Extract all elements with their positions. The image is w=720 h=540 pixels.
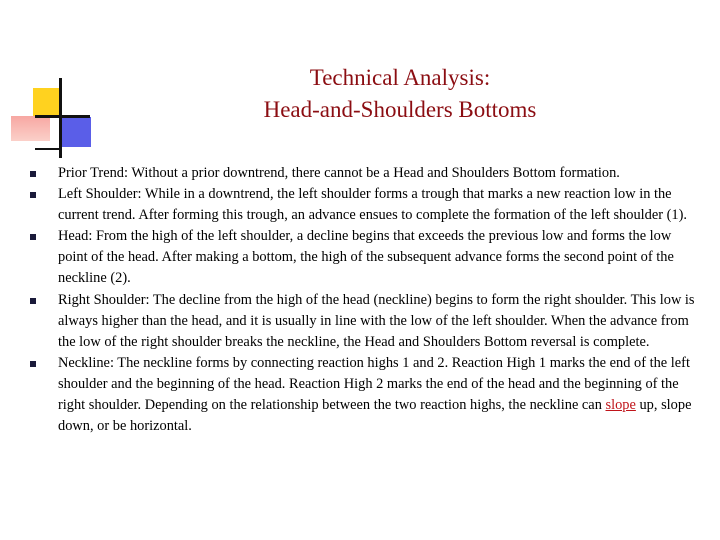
bullet-text: : While in a downtrend, the left shoulder forms a trough that marks a new reaction low in the current trend. After forming this trough, an advance ensues to complete the formation of the left shoulder (1). [58,186,687,224]
bullet-list [28,163,698,437]
bullet-text: : The decline from the high of the head (neckline) begins to form the right shoulder. This low is always higher than the head, and it is usually in line with the low of the left shoulder. When the advance from the low of the right shoulder breaks the neckline, the Head and Shoulders Bottom reversal is complete. [58,291,695,350]
corner-decoration-yellow-square [33,88,61,116]
bullet-item-head [28,226,698,289]
bullet-term: Prior Trend [58,165,124,181]
slide-title-line-1: Technical Analysis: [309,65,491,90]
square-bullet-icon [30,234,36,240]
bullet-item-prior-trend [28,163,698,184]
corner-decoration-pink-block [11,116,50,141]
corner-decoration-horizontal-line [35,115,90,118]
slide-title-line-2: Head-and-Shoulders Bottoms [263,97,537,122]
slide-title [160,62,640,126]
corner-decoration-short-line [35,148,60,150]
slope-link[interactable]: slope [605,397,636,414]
square-bullet-icon [30,298,36,304]
bullet-text: : The neckline forms by connecting reaction highs 1 and 2. Reaction High 1 marks the end of the left shoulder and the beginning of the head. Reaction High 2 marks the end of the head and the beginning of the right shoulder. Depending on the relationship between the two reaction highs, the neckline can [58,354,690,414]
bullet-term: Right Shoulder [58,291,146,308]
bullet-item-left-shoulder [28,184,698,226]
square-bullet-icon [30,361,36,367]
corner-decoration-blue-square [62,117,91,147]
bullet-text: : Without a prior downtrend, there cannot be a Head and Shoulders Bottom formation. [123,165,620,181]
bullet-term: Left Shoulder [58,186,138,203]
bullet-item-right-shoulder [28,290,698,353]
corner-decoration-vertical-line [59,78,62,158]
bullet-term: Neckline [58,354,110,371]
bullet-text: up, slope down, or be horizontal. [58,397,692,435]
bullet-text: : From the high of the left shoulder, a decline begins that exceeds the previous low and forms the low point of the head. After making a bottom, the high of the subsequent advance forms the second point of the neckline (2). [58,228,674,287]
square-bullet-icon [30,171,36,177]
bullet-term: Head [58,228,89,245]
bullet-item-neckline [28,353,698,437]
square-bullet-icon [30,192,36,198]
